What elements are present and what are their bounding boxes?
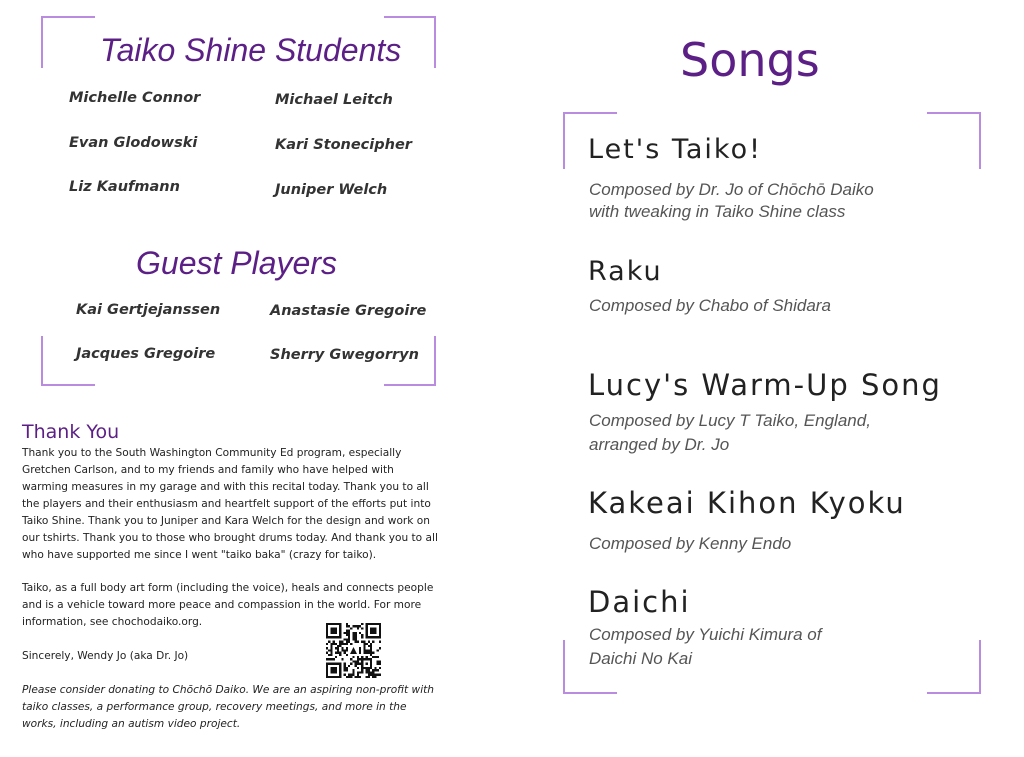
song-composer: arranged by Dr. Jo	[589, 435, 730, 454]
song-composer: Daichi No Kai	[589, 649, 692, 668]
mission-paragraph: Taiko, as a full body art form (including the voice), heals and connects people and is a vehicle toward more peace and compassion in the world. For more information, see chochodaiko.org.	[22, 582, 434, 628]
donate-note: Please consider donating to Chōchō Daiko. We are an aspiring non-profit with taiko classes, a performance group, recovery meetings, and more in the works, including an autism video project.	[22, 684, 435, 730]
thanks-paragraph: Thank you to the South Washington Community Ed program, especially Gretchen Carlson, and to my friends and family who have helped with warming measures in my garage and with this recital today. Thank you to all the players and their enthusiasm and heartfelt support of the efforts put into Taiko Shine. Thank you to Juniper and Kara Welch for the design and work on our tshirts. Thank you to those who brought drums today. And thank you to all who have supported me since I went "taiko baka" (crazy for taiko).	[22, 447, 438, 561]
song-composer: Composed by Kenny Endo	[589, 534, 792, 553]
thanks-title: Thank You	[22, 421, 120, 443]
student-name: Juniper Welch	[275, 182, 388, 198]
song-composer: Composed by Chabo of Shidara	[589, 296, 831, 315]
student-name: Evan Glodowski	[69, 135, 198, 151]
song-composer: Composed by Yuichi Kimura of	[589, 625, 822, 644]
student-name: Michelle Connor	[69, 90, 201, 106]
guests-title: Guest Players	[136, 245, 337, 281]
frame-corner-top-left	[41, 16, 95, 68]
guest-name: Kai Gertjejanssen	[76, 302, 221, 318]
song-title: Raku	[588, 256, 663, 287]
song-title: Let's Taiko!	[588, 134, 762, 165]
students-title: Taiko Shine Students	[100, 32, 402, 68]
song-title: Lucy's Warm-Up Song	[588, 368, 942, 402]
song-composer: Composed by Dr. Jo of Chōchō Daiko	[589, 180, 874, 199]
song-title: Kakeai Kihon Kyoku	[588, 486, 906, 520]
student-name: Liz Kaufmann	[69, 179, 180, 195]
guest-name: Anastasie Gregoire	[270, 303, 427, 319]
qr-code-icon	[326, 623, 381, 678]
signature: Sincerely, Wendy Jo (aka Dr. Jo)	[22, 650, 189, 662]
song-title: Daichi	[588, 585, 691, 619]
song-composer: with tweaking in Taiko Shine class	[589, 202, 846, 221]
student-name: Kari Stonecipher	[275, 137, 412, 153]
guest-name: Sherry Gwegorryn	[270, 347, 419, 363]
student-name: Michael Leitch	[275, 92, 393, 108]
song-composer: Composed by Lucy T Taiko, England,	[589, 411, 871, 430]
frame-corner-bottom-right	[927, 640, 981, 694]
songs-title: Songs	[680, 33, 820, 87]
frame-corner-top-right	[927, 112, 981, 169]
guest-name: Jacques Gregoire	[76, 346, 216, 362]
